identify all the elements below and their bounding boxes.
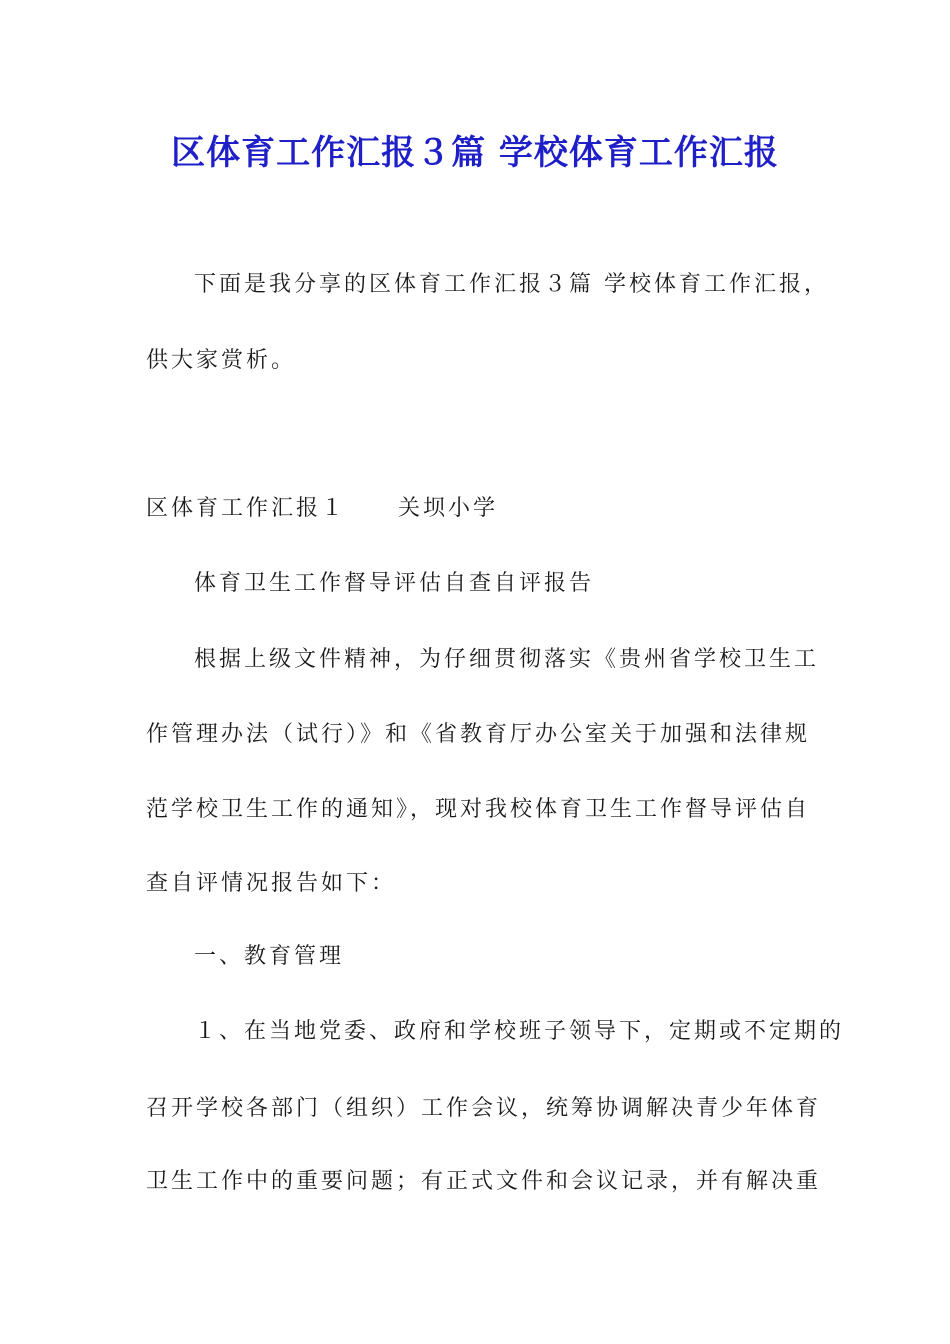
paragraph2-line-2: 召开学校各部门（组织）工作会议，统筹协调解决青少年体育 (146, 1096, 822, 1121)
intro-line-1: 下面是我分享的区体育工作汇报３篇 学校体育工作汇报， (194, 272, 829, 297)
paragraph2-line-1: １、在当地党委、政府和学校班子领导下，定期或不定期的 (194, 1019, 845, 1044)
section-heading (146, 494, 498, 524)
section-heading-school: 关坝小学 (398, 496, 499, 521)
document-title: 区体育工作汇报３篇 学校体育工作汇报 (171, 133, 779, 173)
subheading-education-management: 一、教育管理 (194, 944, 345, 969)
paragraph1-line-1: 根据上级文件精神，为仔细贯彻落实《贵州省学校卫生工 (194, 647, 820, 672)
section-heading-name: 区体育工作汇报１ (146, 496, 347, 521)
paragraph2-line-3: 卫生工作中的重要问题；有正式文件和会议记录，并有解决重 (146, 1169, 822, 1194)
paragraph1-line-4: 查自评情况报告如下： (146, 871, 397, 896)
intro-line-2: 供大家赏析。 (146, 348, 297, 373)
paragraph1-line-2: 作管理办法（试行）》和《省教育厅办公室关于加强和法律规 (146, 722, 811, 747)
report-title: 体育卫生工作督导评估自查自评报告 (194, 571, 595, 596)
paragraph1-line-3: 范学校卫生工作的通知》，现对我校体育卫生工作督导评估自 (146, 797, 811, 822)
